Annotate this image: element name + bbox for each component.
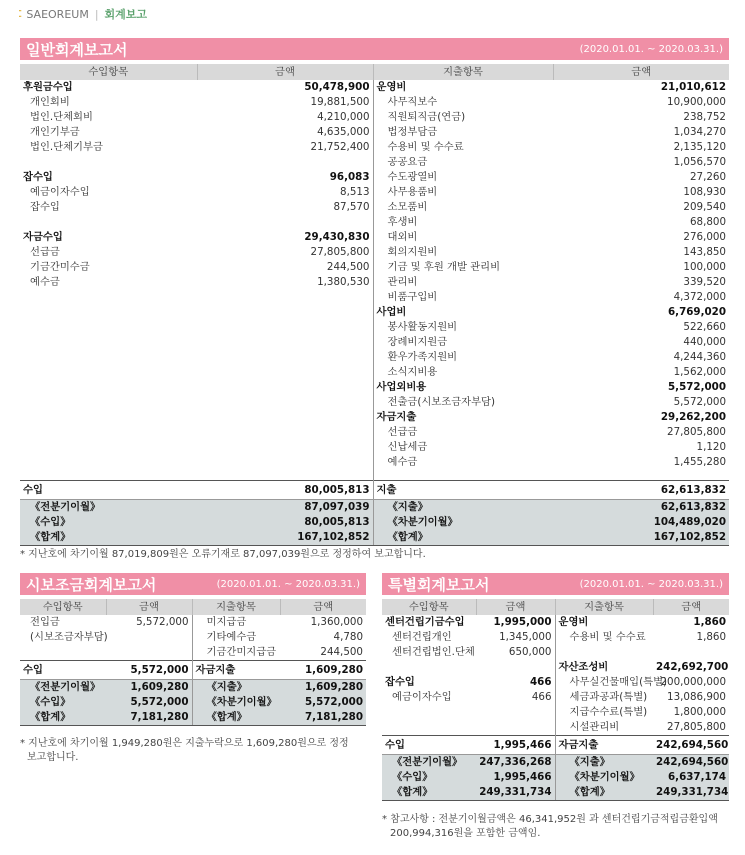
expense-item-cell: 소식지비용	[373, 365, 553, 380]
table-row	[20, 275, 729, 290]
income-amount-cell	[197, 425, 373, 440]
summary-right-amount: 1,609,280	[280, 680, 366, 696]
income-amount-cell: 4,210,000	[317, 111, 370, 123]
table-row	[20, 290, 729, 305]
income-item-cell: 기금간미수금	[30, 261, 90, 273]
total-expense-amount: 242,694,560	[653, 736, 729, 755]
expense-item-cell: 장례비지원금	[373, 335, 553, 350]
expense-item-cell: 관리비	[373, 275, 553, 290]
table-row	[382, 615, 729, 630]
income-item-cell: 예금이자수입	[30, 186, 90, 198]
summary-right-label: 《지출》	[555, 755, 653, 771]
col-header-amount: 금액	[197, 64, 373, 80]
income-amount-cell	[197, 410, 373, 425]
summary-left-amount: 1,995,466	[476, 770, 555, 785]
income-item-cell: 후원금수입	[23, 81, 73, 93]
spacer-cell	[553, 470, 729, 481]
expense-amount-cell: 143,850	[683, 246, 726, 258]
summary-left-amount: 87,097,039	[197, 500, 373, 516]
table-row	[20, 395, 729, 410]
expense-item-cell: 사무용품비	[373, 185, 553, 200]
income-amount-cell	[476, 720, 555, 736]
income-amount-cell: 96,083	[329, 171, 370, 183]
expense-amount-cell: 27,260	[689, 171, 726, 183]
table-row	[20, 380, 729, 395]
expense-amount-cell: 100,000	[683, 261, 726, 273]
section-title: 회계보고	[104, 8, 148, 21]
table-row	[20, 305, 729, 320]
total-expense-amount: 62,613,832	[553, 481, 729, 500]
expense-amount-cell	[653, 645, 729, 660]
general-report-note: * 지난호에 차기이월 87,019,809원은 오류기재로 87,097,039원으로 정정하여 보고합니다.	[20, 549, 426, 560]
income-item-cell: 예금이자수입	[392, 691, 452, 703]
expense-amount-cell: 1,860	[693, 616, 726, 628]
expense-item-cell: 수도광열비	[373, 170, 553, 185]
expense-item-cell: 지급수수료(특별)	[555, 705, 653, 720]
subsidy-report-note	[20, 737, 349, 765]
income-amount-cell	[106, 630, 192, 645]
expense-amount-cell: 238,752	[683, 111, 726, 123]
table-row	[20, 185, 729, 200]
income-item-cell: 자금수입	[23, 231, 63, 243]
total-income-label: 수입	[20, 661, 106, 680]
income-amount-cell: 466	[531, 691, 552, 703]
expense-item-cell: 자산조성비	[555, 660, 653, 675]
expense-item-cell: 운영비	[555, 615, 653, 630]
table-row	[20, 630, 366, 645]
expense-item-cell: 직원퇴직금(연금)	[373, 110, 553, 125]
expense-item-cell: 선급금	[373, 425, 553, 440]
expense-item-cell: 수용비 및 수수료	[373, 140, 553, 155]
expense-item-cell: 자금지출	[373, 410, 553, 425]
summary-right-label: 《차분기이월》	[555, 770, 653, 785]
spacer-row	[20, 470, 729, 481]
income-amount-cell	[197, 440, 373, 455]
expense-item-cell: 회의지원비	[373, 245, 553, 260]
expense-item-cell: 세금과공과(특별)	[555, 690, 653, 705]
income-amount-cell: 650,000	[508, 646, 552, 658]
general-report-title-bar	[20, 38, 729, 60]
income-item-cell	[20, 410, 197, 425]
income-amount-cell	[197, 320, 373, 335]
table-row	[20, 335, 729, 350]
total-row	[382, 736, 729, 755]
expense-item-cell: 기타예수금	[192, 630, 280, 645]
expense-amount-cell: 1,800,000	[673, 706, 726, 718]
subsidy-report-table	[20, 599, 366, 726]
income-amount-cell	[197, 365, 373, 380]
expense-item-cell: 시설관리비	[555, 720, 653, 736]
expense-amount-cell: 2,135,120	[673, 141, 726, 153]
expense-item-cell: 사무실건물매입(특별)	[555, 675, 653, 690]
subsidy-note-line-2: 보고합니다.	[27, 752, 79, 763]
table-row	[382, 660, 729, 675]
expense-amount-cell: 339,520	[683, 276, 726, 288]
summary-row	[20, 695, 366, 710]
income-amount-cell	[197, 455, 373, 470]
total-row	[20, 661, 366, 680]
expense-amount-cell: 27,805,800	[667, 721, 726, 733]
income-item-cell	[20, 395, 197, 410]
subsidy-note-line-1: * 지난호에 차기이월 1,949,280원은 지출누락으로 1,609,280원으로 정정	[20, 738, 349, 749]
income-item-cell: 법인.단체회비	[30, 111, 93, 123]
income-amount-cell: 4,635,000	[317, 126, 370, 138]
general-report-title: 일반회계보고서	[26, 40, 128, 59]
income-amount-cell: 29,430,830	[304, 231, 370, 243]
special-report-period: (2020.01.01. ~ 2020.03.31.)	[579, 578, 723, 590]
expense-amount-cell: 4,372,000	[673, 291, 726, 303]
summary-right-label: 《지출》	[373, 500, 553, 516]
col-header-amount: 금액	[653, 599, 729, 615]
income-amount-cell	[197, 335, 373, 350]
subsidy-report-title-bar	[20, 573, 366, 595]
table-row	[20, 455, 729, 470]
income-item-cell: 잡수입	[385, 676, 415, 688]
table-row	[20, 170, 729, 185]
table-row	[382, 690, 729, 705]
income-item-cell	[20, 290, 197, 305]
col-header-income: 수입항목	[20, 64, 197, 80]
expense-item-cell: 사무직보수	[373, 95, 553, 110]
summary-right-amount: 242,694,560	[653, 755, 729, 771]
income-item-cell: 센터건립법인.단체	[392, 646, 475, 658]
expense-item-cell: 기금 및 후원 개발 관리비	[373, 260, 553, 275]
expense-item-cell: 대외비	[373, 230, 553, 245]
table-row	[382, 720, 729, 736]
income-amount-cell	[197, 305, 373, 320]
expense-item-cell: 사업비	[373, 305, 553, 320]
income-item-cell: (시보조금자부담)	[30, 631, 108, 643]
income-item-cell	[20, 155, 197, 170]
table-row	[20, 425, 729, 440]
total-income-amount: 5,572,000	[106, 661, 192, 680]
subsidy-report-period: (2020.01.01. ~ 2020.03.31.)	[216, 578, 360, 590]
income-amount-cell: 8,513	[340, 186, 370, 198]
income-amount-cell: 244,500	[326, 261, 370, 273]
table-row	[20, 95, 729, 110]
expense-amount-cell: 6,769,020	[668, 306, 726, 318]
table-row	[20, 110, 729, 125]
income-item-cell	[20, 455, 197, 470]
expense-amount-cell: 68,800	[689, 216, 726, 228]
summary-row	[20, 530, 729, 546]
expense-item-cell: 법정부담금	[373, 125, 553, 140]
expense-amount-cell: 242,692,700	[656, 661, 729, 673]
summary-row	[20, 680, 366, 696]
income-item-cell: 센터건립기금수입	[385, 616, 465, 628]
subsidy-report-title: 시보조금회계보고서	[26, 575, 157, 594]
expense-amount-cell: 5,572,000	[673, 396, 726, 408]
income-amount-cell	[476, 660, 555, 675]
col-header-amount: 금액	[280, 599, 366, 615]
summary-right-amount: 62,613,832	[553, 500, 729, 516]
expense-item-cell: 환우가족지원비	[373, 350, 553, 365]
income-amount-cell: 1,345,000	[499, 631, 552, 643]
table-row	[382, 630, 729, 645]
table-row	[382, 705, 729, 720]
income-amount-cell: 19,881,500	[310, 96, 370, 108]
total-income-label: 수입	[20, 481, 197, 500]
expense-item-cell: 사업외비용	[373, 380, 553, 395]
summary-left-label: 《수입》	[382, 770, 476, 785]
income-amount-cell: 466	[530, 676, 552, 688]
expense-item-cell: 운영비	[373, 80, 553, 95]
summary-left-amount: 249,331,734	[476, 785, 555, 801]
table-row	[20, 215, 729, 230]
table-row	[20, 125, 729, 140]
table-row	[20, 365, 729, 380]
special-note-line-2: 200,994,316원을 포함한 금액임.	[390, 828, 541, 839]
expense-item-cell: 기금간미지급금	[192, 645, 280, 661]
col-header-amount: 금액	[476, 599, 555, 615]
income-item-cell: 개인기부금	[30, 126, 80, 138]
summary-left-label: 《수입》	[20, 515, 197, 530]
expense-amount-cell: 244,500	[320, 646, 363, 658]
income-amount-cell: 21,752,400	[310, 141, 370, 153]
expense-amount-cell: 27,805,800	[667, 426, 726, 438]
table-row	[20, 155, 729, 170]
summary-left-label: 《합계》	[20, 530, 197, 546]
income-item-cell: 센터건립개인	[392, 631, 452, 643]
income-amount-cell: 27,805,800	[310, 246, 370, 258]
total-expense-amount: 1,609,280	[280, 661, 366, 680]
expense-amount-cell: 276,000	[683, 231, 726, 243]
special-report-table	[382, 599, 729, 801]
income-item-cell: 선급금	[30, 246, 60, 258]
summary-left-amount: 1,609,280	[106, 680, 192, 696]
income-amount-cell: 5,572,000	[136, 616, 189, 628]
summary-row	[20, 515, 729, 530]
summary-left-label: 《전분기이월》	[20, 500, 197, 516]
total-row	[20, 481, 729, 500]
expense-amount-cell: 1,034,270	[673, 126, 726, 138]
income-item-cell: 잡수입	[23, 171, 53, 183]
expense-amount-cell: 21,010,612	[660, 81, 726, 93]
income-amount-cell: 1,380,530	[317, 276, 370, 288]
table-row	[20, 440, 729, 455]
table-row	[20, 140, 729, 155]
summary-right-amount: 5,572,000	[280, 695, 366, 710]
expense-amount-cell: 29,262,200	[660, 411, 726, 423]
expense-item-cell: 미지급금	[192, 615, 280, 630]
expense-amount-cell: 5,572,000	[668, 381, 726, 393]
summary-left-label: 《합계》	[20, 710, 106, 726]
income-item-cell	[382, 660, 476, 675]
income-amount-cell	[197, 395, 373, 410]
col-header-income: 수입항목	[382, 599, 476, 615]
expense-item-cell: 전출금(시보조금자부담)	[373, 395, 553, 410]
total-income-label: 수입	[382, 736, 476, 755]
expense-amount-cell: 522,660	[683, 321, 726, 333]
table-row	[20, 350, 729, 365]
summary-left-amount: 247,336,268	[476, 755, 555, 771]
income-item-cell	[20, 350, 197, 365]
income-amount-cell	[106, 645, 192, 661]
expense-item-cell	[555, 645, 653, 660]
income-item-cell	[20, 425, 197, 440]
summary-left-label: 《전분기이월》	[20, 680, 106, 696]
table-row	[20, 615, 366, 630]
income-item-cell	[382, 705, 476, 720]
expense-item-cell: 봉사활동지원비	[373, 320, 553, 335]
summary-right-amount: 249,331,734	[653, 785, 729, 801]
table-row	[20, 410, 729, 425]
expense-amount-cell: 1,562,000	[673, 366, 726, 378]
income-item-cell	[382, 720, 476, 736]
spacer-cell	[20, 470, 197, 481]
spacer-cell	[373, 470, 553, 481]
income-amount-cell	[197, 155, 373, 170]
summary-row	[382, 770, 729, 785]
income-item-cell: 개인회비	[30, 96, 70, 108]
expense-amount-cell: 1,360,000	[310, 616, 363, 628]
header-divider: |	[94, 7, 99, 21]
expense-amount-cell: 4,780	[333, 631, 363, 643]
expense-amount-cell: 4,244,360	[673, 351, 726, 363]
table-row	[382, 675, 729, 690]
summary-left-label: 《수입》	[20, 695, 106, 710]
summary-left-amount: 80,005,813	[197, 515, 373, 530]
summary-right-label: 《차분기이월》	[192, 695, 280, 710]
site-header	[18, 4, 147, 24]
table-row	[382, 645, 729, 660]
summary-left-label: 《합계》	[382, 785, 476, 801]
total-income-amount: 1,995,466	[476, 736, 555, 755]
summary-row	[20, 710, 366, 726]
income-amount-cell	[197, 215, 373, 230]
table-row	[20, 80, 729, 95]
general-report-table	[20, 64, 729, 546]
total-expense-label: 자금지출	[192, 661, 280, 680]
summary-right-amount: 104,489,020	[553, 515, 729, 530]
expense-amount-cell: 1,056,570	[673, 156, 726, 168]
expense-amount-cell: 200,000,000	[660, 676, 726, 688]
expense-amount-cell: 108,930	[683, 186, 726, 198]
col-header-amount: 금액	[553, 64, 729, 80]
expense-item-cell: 비품구입비	[373, 290, 553, 305]
table-row	[20, 260, 729, 275]
income-item-cell	[20, 365, 197, 380]
income-item-cell: 법인.단체기부금	[30, 141, 103, 153]
expense-item-cell: 예수금	[373, 455, 553, 470]
expense-amount-cell: 13,086,900	[667, 691, 726, 703]
summary-right-label: 《합계》	[555, 785, 653, 801]
summary-right-label: 《지출》	[192, 680, 280, 696]
expense-item-cell: 신납세금	[373, 440, 553, 455]
summary-right-label: 《합계》	[373, 530, 553, 546]
general-report-period: (2020.01.01. ~ 2020.03.31.)	[579, 43, 723, 55]
expense-amount-cell: 209,540	[683, 201, 726, 213]
col-header-amount: 금액	[106, 599, 192, 615]
summary-left-label: 《전분기이월》	[382, 755, 476, 771]
table-row	[20, 245, 729, 260]
income-item-cell	[20, 645, 106, 661]
income-item-cell	[20, 380, 197, 395]
expense-amount-cell: 1,860	[696, 631, 726, 643]
logo-text: SAEOREUM	[26, 7, 89, 21]
expense-item-cell: 소모품비	[373, 200, 553, 215]
income-amount-cell: 1,995,000	[493, 616, 552, 628]
summary-right-amount: 7,181,280	[280, 710, 366, 726]
summary-row	[382, 785, 729, 801]
col-header-expense: 지출항목	[373, 64, 553, 80]
summary-left-amount: 5,572,000	[106, 695, 192, 710]
expense-amount-cell: 1,120	[696, 441, 726, 453]
col-header-expense: 지출항목	[192, 599, 280, 615]
income-item-cell	[20, 335, 197, 350]
summary-right-label: 《합계》	[192, 710, 280, 726]
income-amount-cell	[476, 705, 555, 720]
income-item-cell: 잡수입	[30, 201, 60, 213]
special-report-note	[382, 813, 718, 841]
summary-right-label: 《차분기이월》	[373, 515, 553, 530]
income-amount-cell	[197, 350, 373, 365]
income-item-cell	[20, 305, 197, 320]
summary-right-amount: 6,637,174	[653, 770, 729, 785]
total-income-amount: 80,005,813	[197, 481, 373, 500]
special-report-title-bar	[382, 573, 729, 595]
table-row	[20, 200, 729, 215]
expense-amount-cell: 10,900,000	[667, 96, 726, 108]
expense-amount-cell: 440,000	[683, 336, 726, 348]
total-expense-label: 자금지출	[555, 736, 653, 755]
summary-left-amount: 7,181,280	[106, 710, 192, 726]
income-item-cell	[20, 440, 197, 455]
logo-dots-icon: ⁚⁚	[18, 8, 21, 20]
income-item-cell: 예수금	[30, 276, 60, 288]
summary-row	[20, 500, 729, 516]
col-header-income: 수입항목	[20, 599, 106, 615]
table-row	[20, 230, 729, 245]
table-row	[20, 320, 729, 335]
expense-item-cell: 후생비	[373, 215, 553, 230]
summary-right-amount: 167,102,852	[553, 530, 729, 546]
expense-item-cell: 수용비 및 수수료	[555, 630, 653, 645]
income-item-cell	[20, 215, 197, 230]
col-header-expense: 지출항목	[555, 599, 653, 615]
special-note-line-1: * 참고사항 : 전분기이월금액은 46,341,952원 과 센터건립기금적립금환입액	[382, 814, 718, 825]
expense-item-cell: 공공요금	[373, 155, 553, 170]
income-amount-cell: 87,570	[333, 201, 370, 213]
income-item-cell	[20, 320, 197, 335]
special-report-title: 특별회계보고서	[388, 575, 490, 594]
table-row	[20, 645, 366, 661]
spacer-cell	[197, 470, 373, 481]
summary-left-amount: 167,102,852	[197, 530, 373, 546]
income-amount-cell: 50,478,900	[304, 81, 370, 93]
expense-amount-cell: 1,455,280	[673, 456, 726, 468]
summary-row	[382, 755, 729, 771]
income-amount-cell	[197, 380, 373, 395]
income-item-cell: 전입금	[30, 616, 60, 628]
total-expense-label: 지출	[373, 481, 553, 500]
income-amount-cell	[197, 290, 373, 305]
